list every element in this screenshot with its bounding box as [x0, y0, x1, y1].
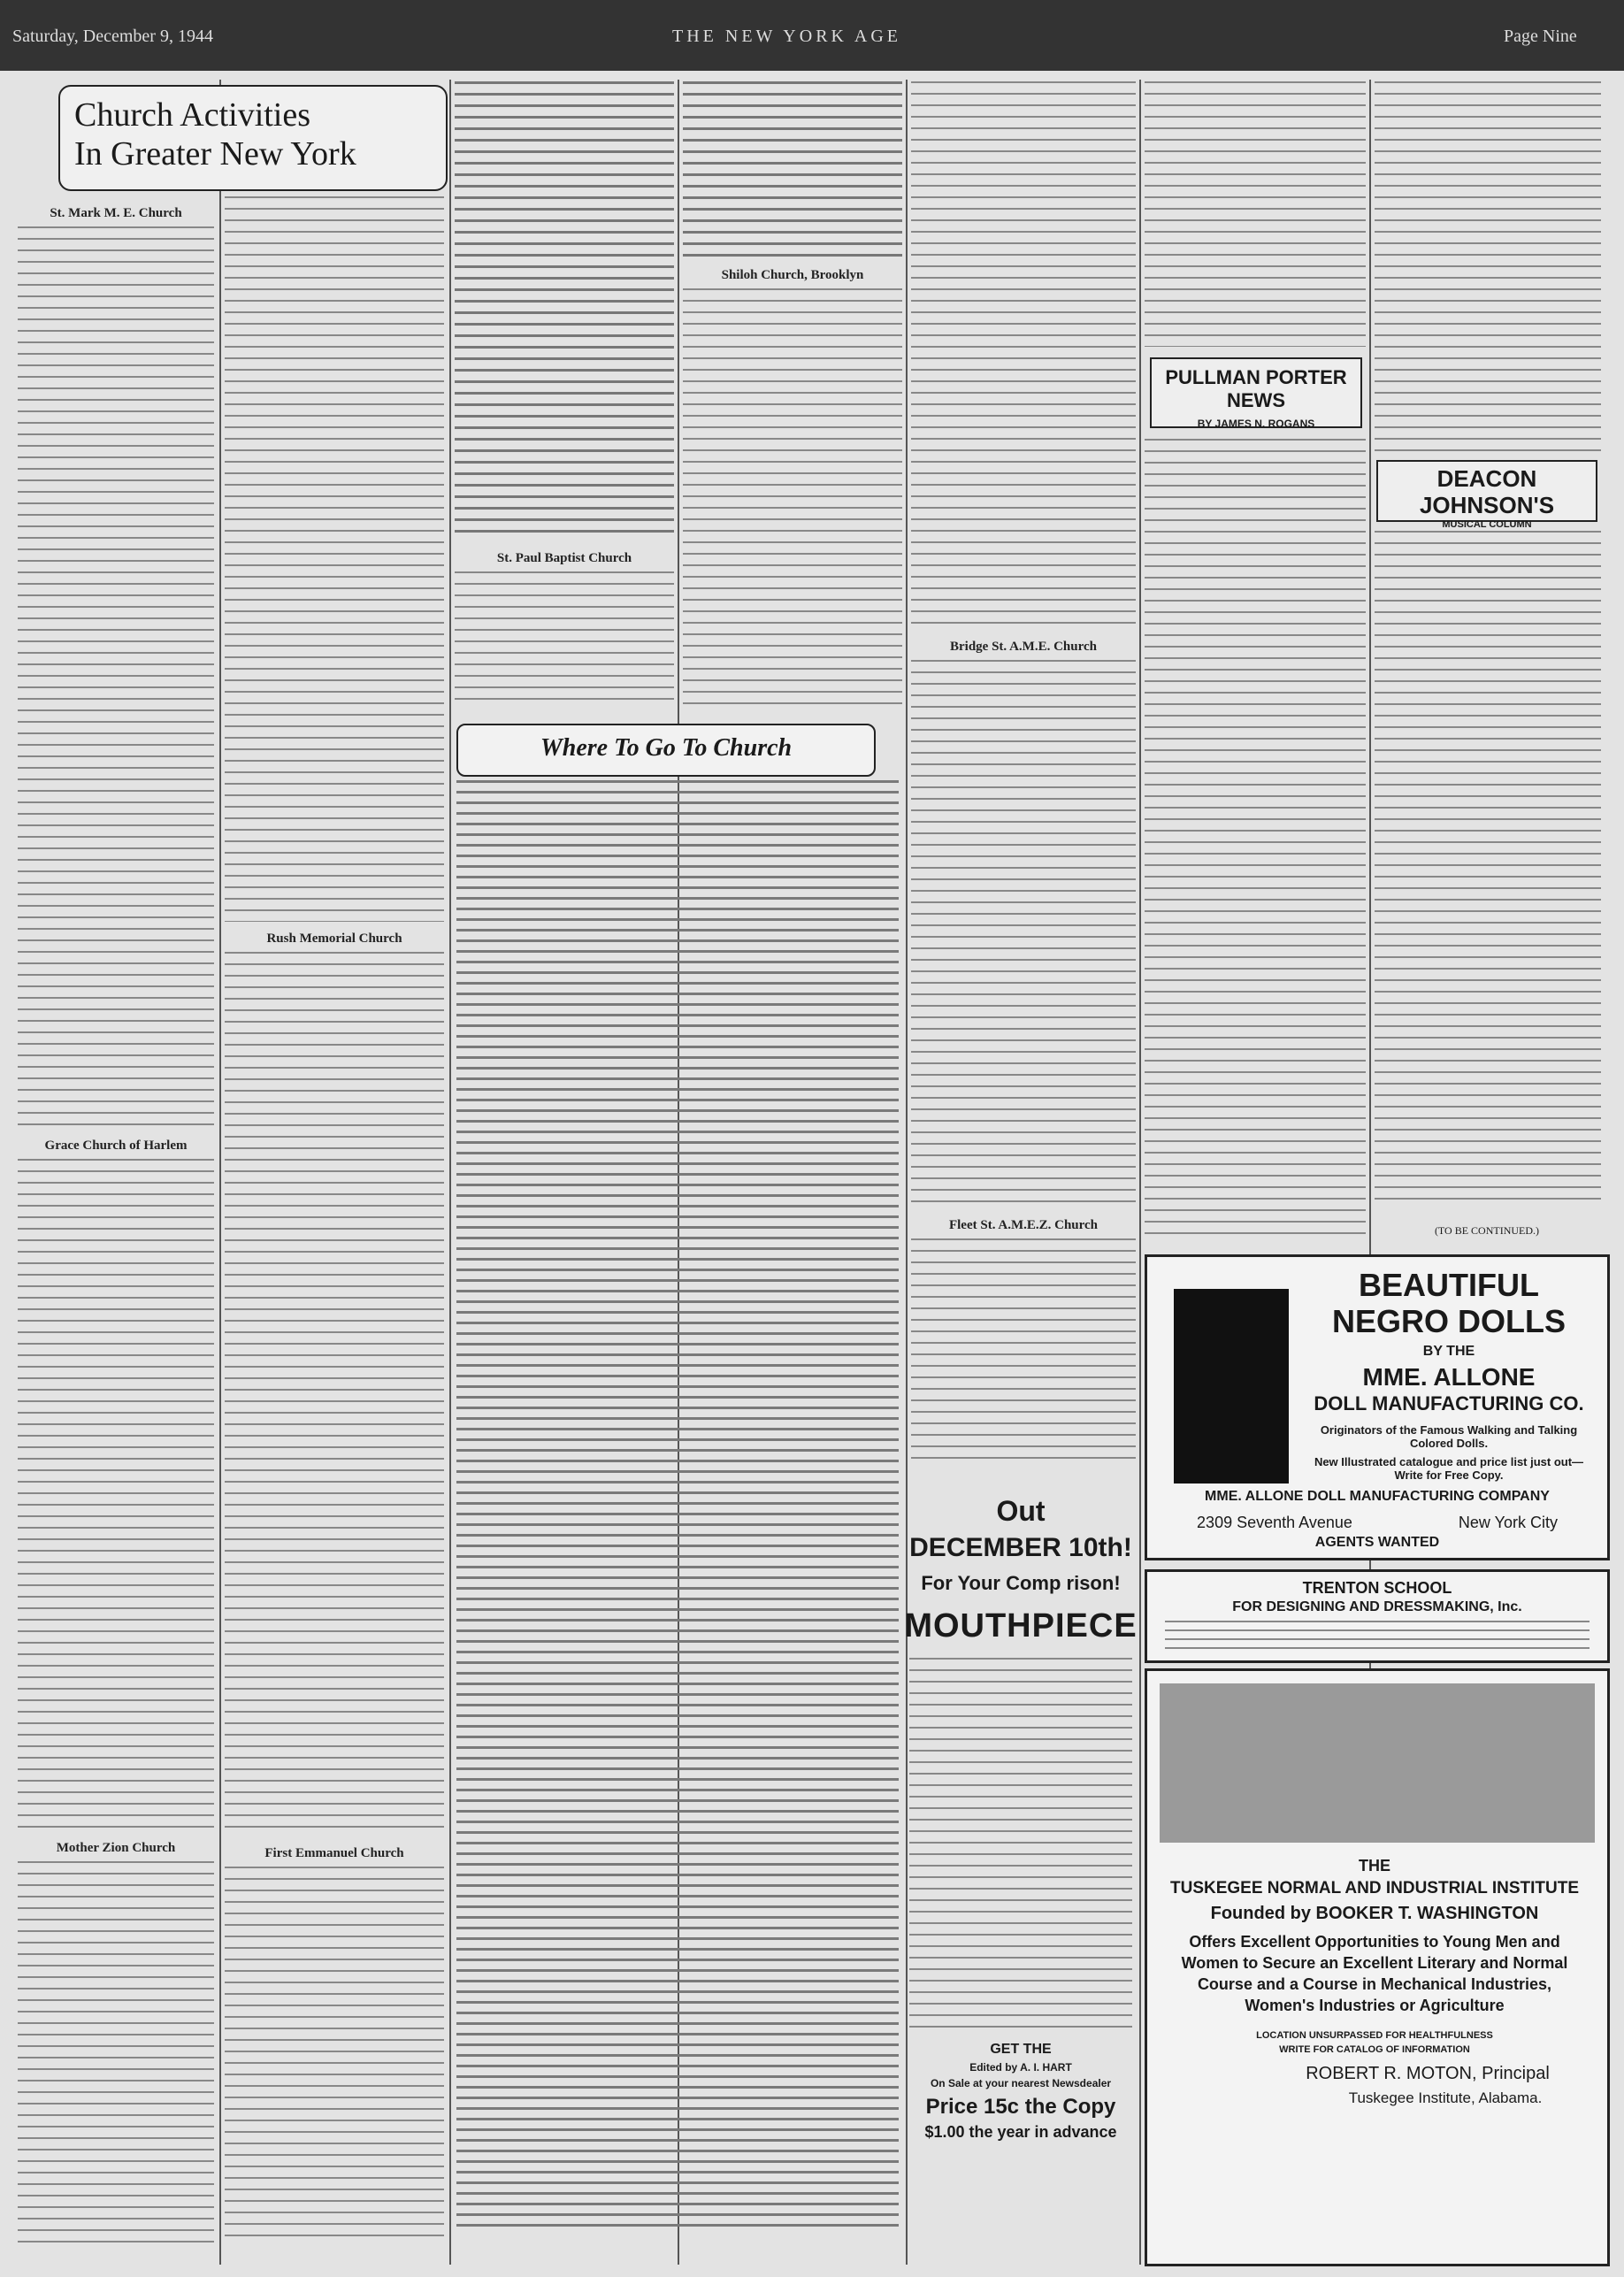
tuskegee-ad-body	[1147, 1857, 1602, 2107]
mouthpiece-ad	[904, 1495, 1138, 2256]
article-body	[1375, 531, 1601, 1203]
article-heading: St. Paul Baptist Church	[496, 551, 632, 565]
column-1	[18, 196, 214, 2258]
article-body	[683, 288, 902, 713]
trenton-subtitle: FOR DESIGNING AND DRESSMAKING, Inc.	[1232, 1599, 1522, 1614]
article-body	[911, 81, 1136, 630]
column-3	[455, 81, 674, 718]
column-4	[683, 81, 902, 718]
pullman-porter-news-heading	[1150, 357, 1362, 428]
ad-sale: On Sale at your nearest Newsdealer	[930, 2077, 1112, 2089]
ad-body	[909, 1658, 1132, 2029]
dolls-catalogue: New Illustrated catalogue and price list just out—Write for Free Copy.	[1314, 1455, 1584, 1482]
dolls-title-1: BEAUTIFUL	[1359, 1267, 1539, 1303]
dolls-company: MME. ALLONE DOLL MANUFACTURING COMPANY	[1205, 1489, 1550, 1504]
article-body	[1145, 439, 1366, 1235]
article-heading: St. Mark M. E. Church	[50, 206, 182, 220]
column-7-body	[1375, 531, 1601, 1221]
dolls-originators: Originators of the Famous Walking and Talking Colored Dolls.	[1320, 1423, 1578, 1450]
column-7	[1375, 81, 1601, 453]
article-heading: Rush Memorial Church	[266, 932, 402, 946]
column-5	[911, 81, 1136, 1488]
masthead-paper: THE NEW YORK AGE	[672, 27, 901, 46]
masthead-page: Page Nine	[1504, 27, 1577, 46]
dolls-title-2: NEGRO DOLLS	[1331, 1303, 1566, 1339]
article-body	[911, 1238, 1136, 1468]
deacon-johnson-heading	[1376, 460, 1597, 530]
dolls-ad-text	[1303, 1268, 1595, 1482]
column-6	[1145, 81, 1366, 347]
column-rule	[219, 80, 221, 2265]
dolls-agents: AGENTS WANTED	[1314, 1535, 1440, 1550]
tuskegee-place: Tuskegee Institute, Alabama.	[1348, 2089, 1543, 2106]
column-6-body	[1145, 439, 1366, 1235]
article-body	[18, 1861, 214, 2250]
article-heading: Shiloh Church, Brooklyn	[721, 268, 864, 282]
trenton-title: TRENTON SCHOOL	[1302, 1579, 1452, 1597]
dolls-maker-2: DOLL MANUFACTURING CO.	[1314, 1392, 1584, 1414]
dolls-city: New York City	[1458, 1514, 1558, 1531]
column-2	[225, 196, 444, 2258]
article-heading: Bridge St. A.M.E. Church	[950, 640, 1097, 654]
church-directory	[456, 780, 899, 2249]
ad-date: DECEMBER 10th!	[909, 1533, 1132, 1562]
tuskegee-principal: ROBERT R. MOTON, Principal	[1306, 2064, 1550, 2083]
deacon-title: DEACON JOHNSON'S	[1419, 465, 1555, 518]
section-banner	[58, 85, 448, 191]
banner-line-2: In Greater New York	[74, 135, 356, 172]
dolls-ad	[1145, 1254, 1610, 1560]
pullman-byline: BY JAMES N. ROGANS	[1197, 418, 1315, 430]
trenton-school-ad	[1145, 1569, 1610, 1663]
tuskegee-write: WRITE FOR CATALOG OF INFORMATION	[1279, 2044, 1470, 2055]
tuskegee-founded: Founded by BOOKER T. WASHINGTON	[1210, 1904, 1539, 1923]
masthead-date: Saturday, December 9, 1944	[12, 27, 213, 46]
article-body	[225, 952, 444, 1836]
article-heading: Fleet St. A.M.E.Z. Church	[948, 1218, 1099, 1232]
tuskegee-the: THE	[1359, 1857, 1390, 1874]
tuskegee-intro-text	[1160, 1683, 1595, 1843]
article-heading: Mother Zion Church	[56, 1841, 176, 1855]
dolls-address: 2309 Seventh Avenue	[1197, 1514, 1352, 1531]
ad-out: Out	[996, 1495, 1046, 1527]
article-heading: Grace Church of Harlem	[44, 1138, 188, 1153]
article-body	[455, 571, 674, 704]
tuskegee-offers: Offers Excellent Opportunities to Young Men and Women to Secure an Excellent Literary and Normal Course and a Course in Mechanical Industries, Women's Industries or Agriculture	[1181, 1933, 1568, 2014]
ad-tagline: For Your Comp rison!	[921, 1572, 1121, 1594]
masthead	[0, 0, 1624, 71]
ad-price: Price 15c the Copy	[925, 2095, 1116, 2119]
tuskegee-name: TUSKEGEE NORMAL AND INDUSTRIAL INSTITUTE	[1170, 1879, 1579, 1898]
tuskegee-ad	[1145, 1668, 1610, 2266]
dolls-maker-1: MME. ALLONE	[1362, 1363, 1536, 1391]
column-rule	[449, 80, 451, 2265]
article-body	[225, 196, 444, 922]
article-body	[455, 81, 674, 541]
ad-get: GET THE	[990, 2042, 1052, 2057]
article-body	[18, 1159, 214, 1831]
tuskegee-location: LOCATION UNSURPASSED FOR HEALTHFULNESS	[1256, 2030, 1493, 2041]
article-body	[225, 1867, 444, 2238]
article-heading: First Emmanuel Church	[264, 1846, 404, 1860]
article-body	[911, 660, 1136, 1208]
ad-year: $1.00 the year in advance	[924, 2123, 1117, 2141]
dolls-by: BY THE	[1422, 1344, 1475, 1359]
where-to-go-to-church-heading: Where To Go To Church	[456, 724, 876, 777]
doll-photo	[1174, 1289, 1289, 1484]
article-body	[1375, 81, 1601, 453]
pullman-title: PULLMAN PORTER NEWS	[1165, 366, 1347, 411]
article-body	[18, 226, 214, 1129]
directory-listings	[456, 780, 899, 2231]
ad-edited: Edited by A. I. HART	[969, 2061, 1072, 2074]
column-rule	[1139, 80, 1141, 2265]
ad-title: MOUTHPIECE	[904, 1607, 1138, 1644]
banner-line-1: Church Activities	[74, 96, 311, 134]
continued-note: (TO BE CONTINUED.)	[1434, 1224, 1540, 1237]
article-body	[1145, 81, 1366, 347]
dolls-address-line	[1156, 1514, 1598, 1532]
deacon-subtitle: MUSICAL COLUMN	[1442, 519, 1532, 530]
trenton-body	[1165, 1621, 1590, 1652]
article-body	[683, 81, 902, 258]
